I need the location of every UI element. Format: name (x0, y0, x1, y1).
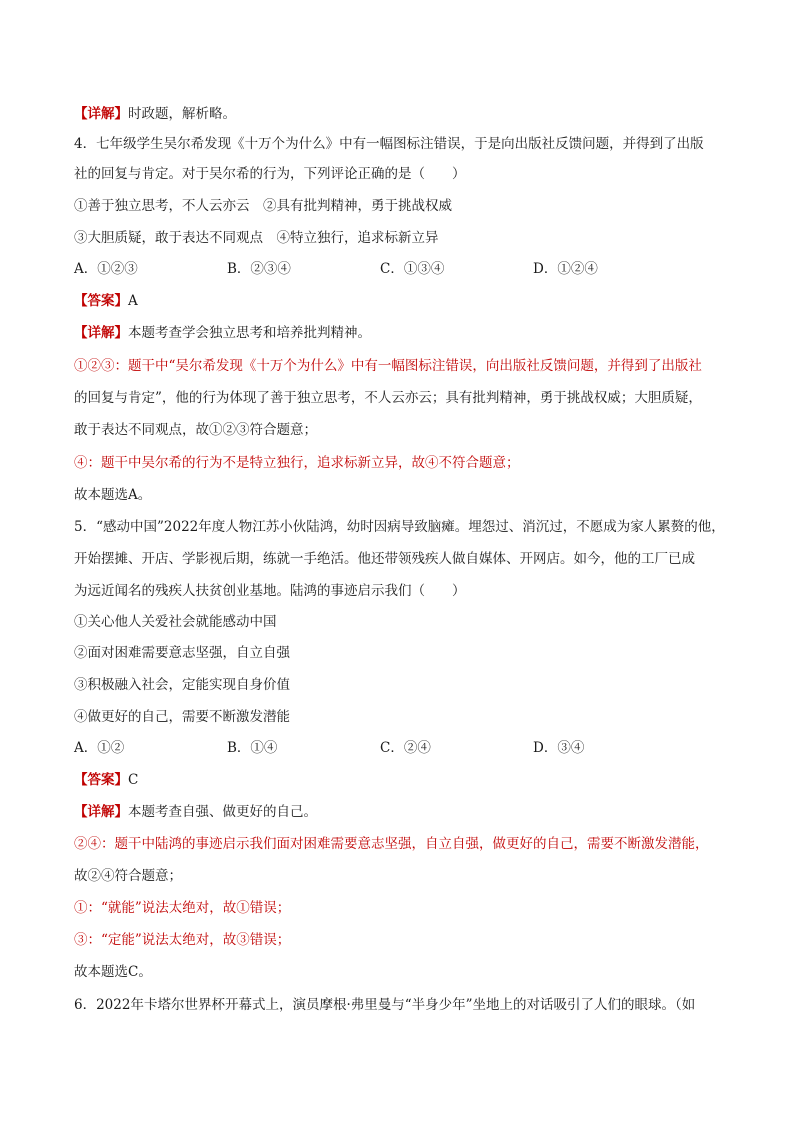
line-text: 本题考查学会独立思考和培养批判精神。 (128, 325, 371, 341)
line-text: A (128, 293, 138, 309)
text-line (74, 770, 734, 790)
line-text: 6．2022年卡塔尔世界杯开幕式上，演员摩根·弗里曼与“半身少年”坐地上的对话吸引了人们的眼球。（如 (74, 997, 696, 1013)
text-line (74, 675, 734, 695)
line-text: 的回复与肯定”，他的行为体现了善于独立思考，不人云亦云；具有批判精神，勇于挑战权威；大胆质疑， (74, 390, 702, 406)
text-line (74, 612, 734, 632)
text-line (74, 356, 734, 376)
text-line (74, 388, 734, 408)
text-line (74, 549, 734, 569)
text-line (74, 228, 734, 248)
option-marker: ③ (74, 932, 88, 948)
line-text: 敢于表达不同观点，故①②③符合题意； (74, 422, 317, 438)
text-line (74, 420, 734, 440)
section-tag: 【答案】 (74, 293, 128, 309)
text-line (74, 485, 734, 505)
text-line (74, 323, 734, 343)
answer-option: B．①④ (227, 740, 278, 756)
option-marker: ②④ (74, 836, 101, 852)
answer-option: A．①②③ (74, 261, 138, 277)
text-line (74, 104, 734, 124)
section-tag: 【详解】 (74, 106, 128, 122)
line-text: 5．“感动中国”2022年度人物江苏小伙陆鸿，幼时因病导致脑瘫。埋怨过、消沉过，不愿成为家人累赘的他， (74, 519, 725, 535)
text-line (74, 962, 734, 982)
text-line (74, 834, 734, 854)
section-tag: 【详解】 (74, 325, 128, 341)
text-line (74, 995, 734, 1015)
text-line (74, 802, 734, 822)
line-text: ②面对困难需要意志坚强，自立自强 (74, 645, 290, 661)
text-line (74, 453, 734, 473)
line-text: ：题干中吴尔希的行为不是特立独行，追求标新立异，故④不符合题意； (87, 455, 520, 471)
line-text: ④做更好的自己，需要不断激发潜能 (74, 709, 290, 725)
answer-option: D．①②④ (533, 261, 598, 277)
answer-options (74, 259, 734, 279)
line-text: ：题干中“吴尔希发现《十万个为什么》中有一幅图标注错误，向出版社反馈问题，并得到了出版社 (114, 358, 702, 374)
line-text: 社的回复与肯定。对于吴尔希的行为，下列评论正确的是（ ） (74, 166, 466, 182)
line-text: ：“就能”说法太绝对，故①错误； (87, 900, 291, 916)
line-text: ③大胆质疑，敢于表达不同观点 ④特立独行，追求标新立异 (74, 230, 439, 246)
answer-option: C．②④ (380, 740, 431, 756)
line-text: 4．七年级学生吴尔希发现《十万个为什么》中有一幅图标注错误，于是向出版社反馈问题，并得到了出版 (74, 136, 704, 152)
line-text: C (128, 772, 139, 788)
line-text: ：“定能”说法太绝对，故③错误； (87, 932, 291, 948)
line-text: ③积极融入社会，定能实现自身价值 (74, 677, 290, 693)
option-marker: ④ (74, 455, 88, 471)
text-line (74, 134, 734, 154)
answer-option: D．③④ (533, 740, 585, 756)
line-text: 故②④符合题意； (74, 868, 182, 884)
line-text: 故本题选C。 (74, 964, 152, 980)
text-line (74, 164, 734, 184)
line-text: 开始摆摊、开店、学影视后期，练就一手绝活。他还带领残疾人做自媒体、开网店。如今，他的工厂已成 (74, 551, 695, 567)
answer-options (74, 738, 734, 758)
option-marker: ① (74, 900, 88, 916)
text-line (74, 898, 734, 918)
text-line (74, 517, 734, 537)
line-text: 本题考查自强、做更好的自己。 (128, 804, 317, 820)
option-marker: ①②③ (74, 358, 115, 374)
text-line (74, 643, 734, 663)
line-text: 时政题，解析略。 (128, 106, 236, 122)
text-line (74, 196, 734, 216)
text-line (74, 930, 734, 950)
section-tag: 【详解】 (74, 804, 128, 820)
line-text: 故本题选A。 (74, 487, 152, 503)
answer-option: A．①② (74, 740, 125, 756)
line-text: 为远近闻名的残疾人扶贫创业基地。陆鸿的事迹启示我们（ ） (74, 583, 466, 599)
line-text: ①关心他人关爱社会就能感动中国 (74, 614, 277, 630)
line-text: ①善于独立思考，不人云亦云 ②具有批判精神，勇于挑战权威 (74, 198, 452, 214)
answer-option: B．②③④ (227, 261, 291, 277)
text-line (74, 866, 734, 886)
answer-option: C．①③④ (380, 261, 445, 277)
line-text: ：题干中陆鸿的事迹启示我们面对困难需要意志坚强，自立自强，做更好的自己，需要不断激发潜能， (101, 836, 709, 852)
text-line (74, 581, 734, 601)
text-line (74, 707, 734, 727)
section-tag: 【答案】 (74, 772, 128, 788)
text-line (74, 291, 734, 311)
